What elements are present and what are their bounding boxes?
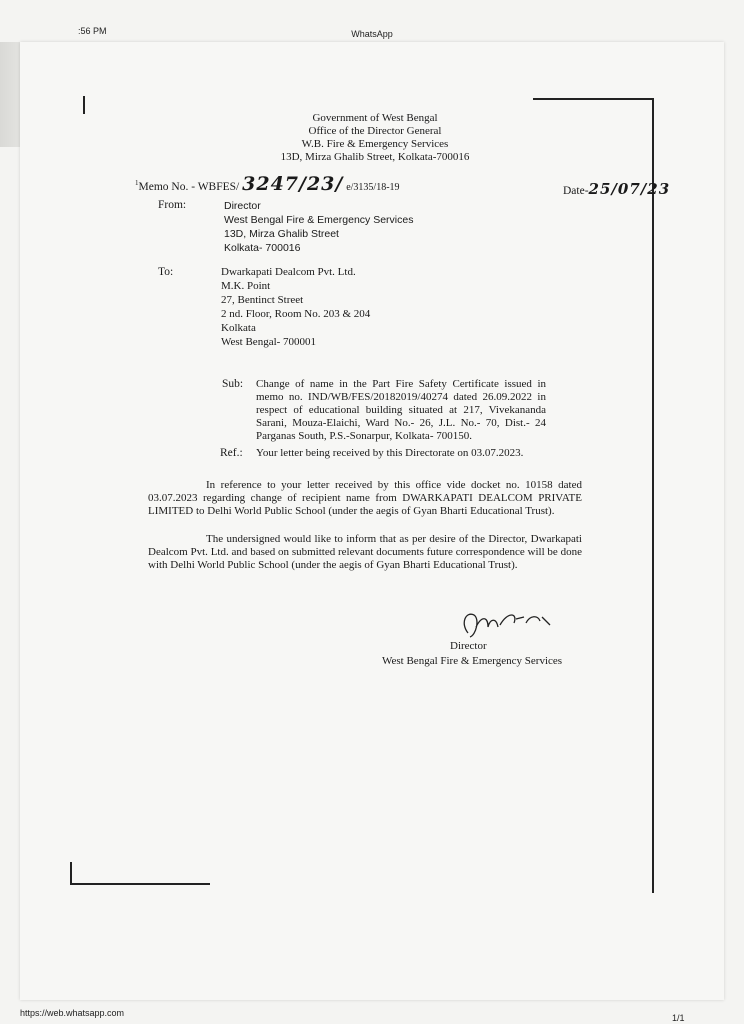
from-line: 13D, Mirza Ghalib Street (224, 228, 339, 240)
from-label: From: (158, 199, 187, 211)
to-address (221, 265, 370, 349)
frame-line-top (533, 98, 653, 100)
date-label: Date- (563, 185, 589, 197)
to-line: Dwarkapati Dealcom Pvt. Ltd. (221, 266, 356, 278)
memo-prefix: Memo No. - WBFES/ (138, 181, 240, 193)
from-line: Director (224, 200, 261, 212)
letterhead-line: 13D, Mirza Ghalib Street, Kolkata-700016 (280, 151, 470, 163)
letterhead-line: Government of West Bengal (312, 112, 438, 124)
letterhead-line: W.B. Fire & Emergency Services (301, 138, 449, 150)
reference-label: Ref.: (220, 447, 243, 459)
memo-suffix: e/3135/18-19 (346, 182, 400, 193)
from-address (224, 199, 413, 255)
letterhead-line: Office of the Director General (308, 125, 442, 137)
signature-organization: West Bengal Fire & Emergency Services (382, 655, 563, 667)
print-time: :56 PM (78, 26, 107, 36)
to-line: Kolkata (221, 322, 256, 334)
from-line: Kolkata- 700016 (224, 242, 301, 254)
to-line: 2 nd. Floor, Room No. 203 & 204 (221, 308, 371, 320)
print-url: https://web.whatsapp.com (20, 1008, 125, 1018)
signature-scribble (458, 605, 558, 645)
letter-date (563, 180, 670, 198)
to-label: To: (158, 266, 174, 278)
body-paragraph-1: In reference to your letter received by this office vide docket no. 10158 dated 03.07.2023 regarding change of recipient name from DWARKAPATI DEALCOM PRIVATE LIMITED to Delhi World Public School (under the aegis of Gyan Bharti Educational Trust). (148, 479, 582, 517)
frame-line-bottom (70, 883, 210, 885)
browser-print-header (0, 0, 744, 40)
frame-line-right (652, 98, 654, 893)
memo-handwritten: 3247/23/ (242, 173, 344, 195)
to-line: M.K. Point (221, 280, 271, 292)
signature-title: Director (450, 640, 487, 652)
from-line: West Bengal Fire & Emergency Services (224, 214, 414, 226)
date-handwritten: 25/07/23 (588, 180, 671, 198)
to-line: 27, Bentinct Street (221, 294, 304, 306)
print-page-indicator: 1/1 (672, 1013, 685, 1023)
body-paragraph-2: The undersigned would like to inform that as per desire of the Director, Dwarkapati Dealcom Pvt. Ltd. and based on submitted relevant documents future correspondence will be done with Delhi World Public School (under the aegis of Gyan Bharti Educational Trust). (148, 533, 582, 571)
subject-label: Sub: (222, 378, 244, 390)
memo-number: $^1$Memo No. - WBFES/ 3247/23/ e/3135/18-19 (135, 173, 400, 195)
subject-text: Change of name in the Part Fire Safety Certificate issued in memo no. IND/WB/FES/20182019/40274 dated 26.09.2022 in respect of educational building situated at 217, Vivekananda Sarani, Mouza-Elaichi, Ward No.- 26, J.L. No.- 70, Dist.- 24 Parganas South, P.S.-Sonarpur, Kolkata- 700150. (256, 378, 546, 442)
scan-mark (83, 96, 85, 114)
letterhead (250, 112, 500, 164)
print-app-name: WhatsApp (351, 29, 393, 39)
to-line: West Bengal- 700001 (221, 336, 317, 348)
frame-line-left (70, 862, 72, 884)
reference-text: Your letter being received by this Directorate on 03.07.2023. (256, 447, 524, 459)
